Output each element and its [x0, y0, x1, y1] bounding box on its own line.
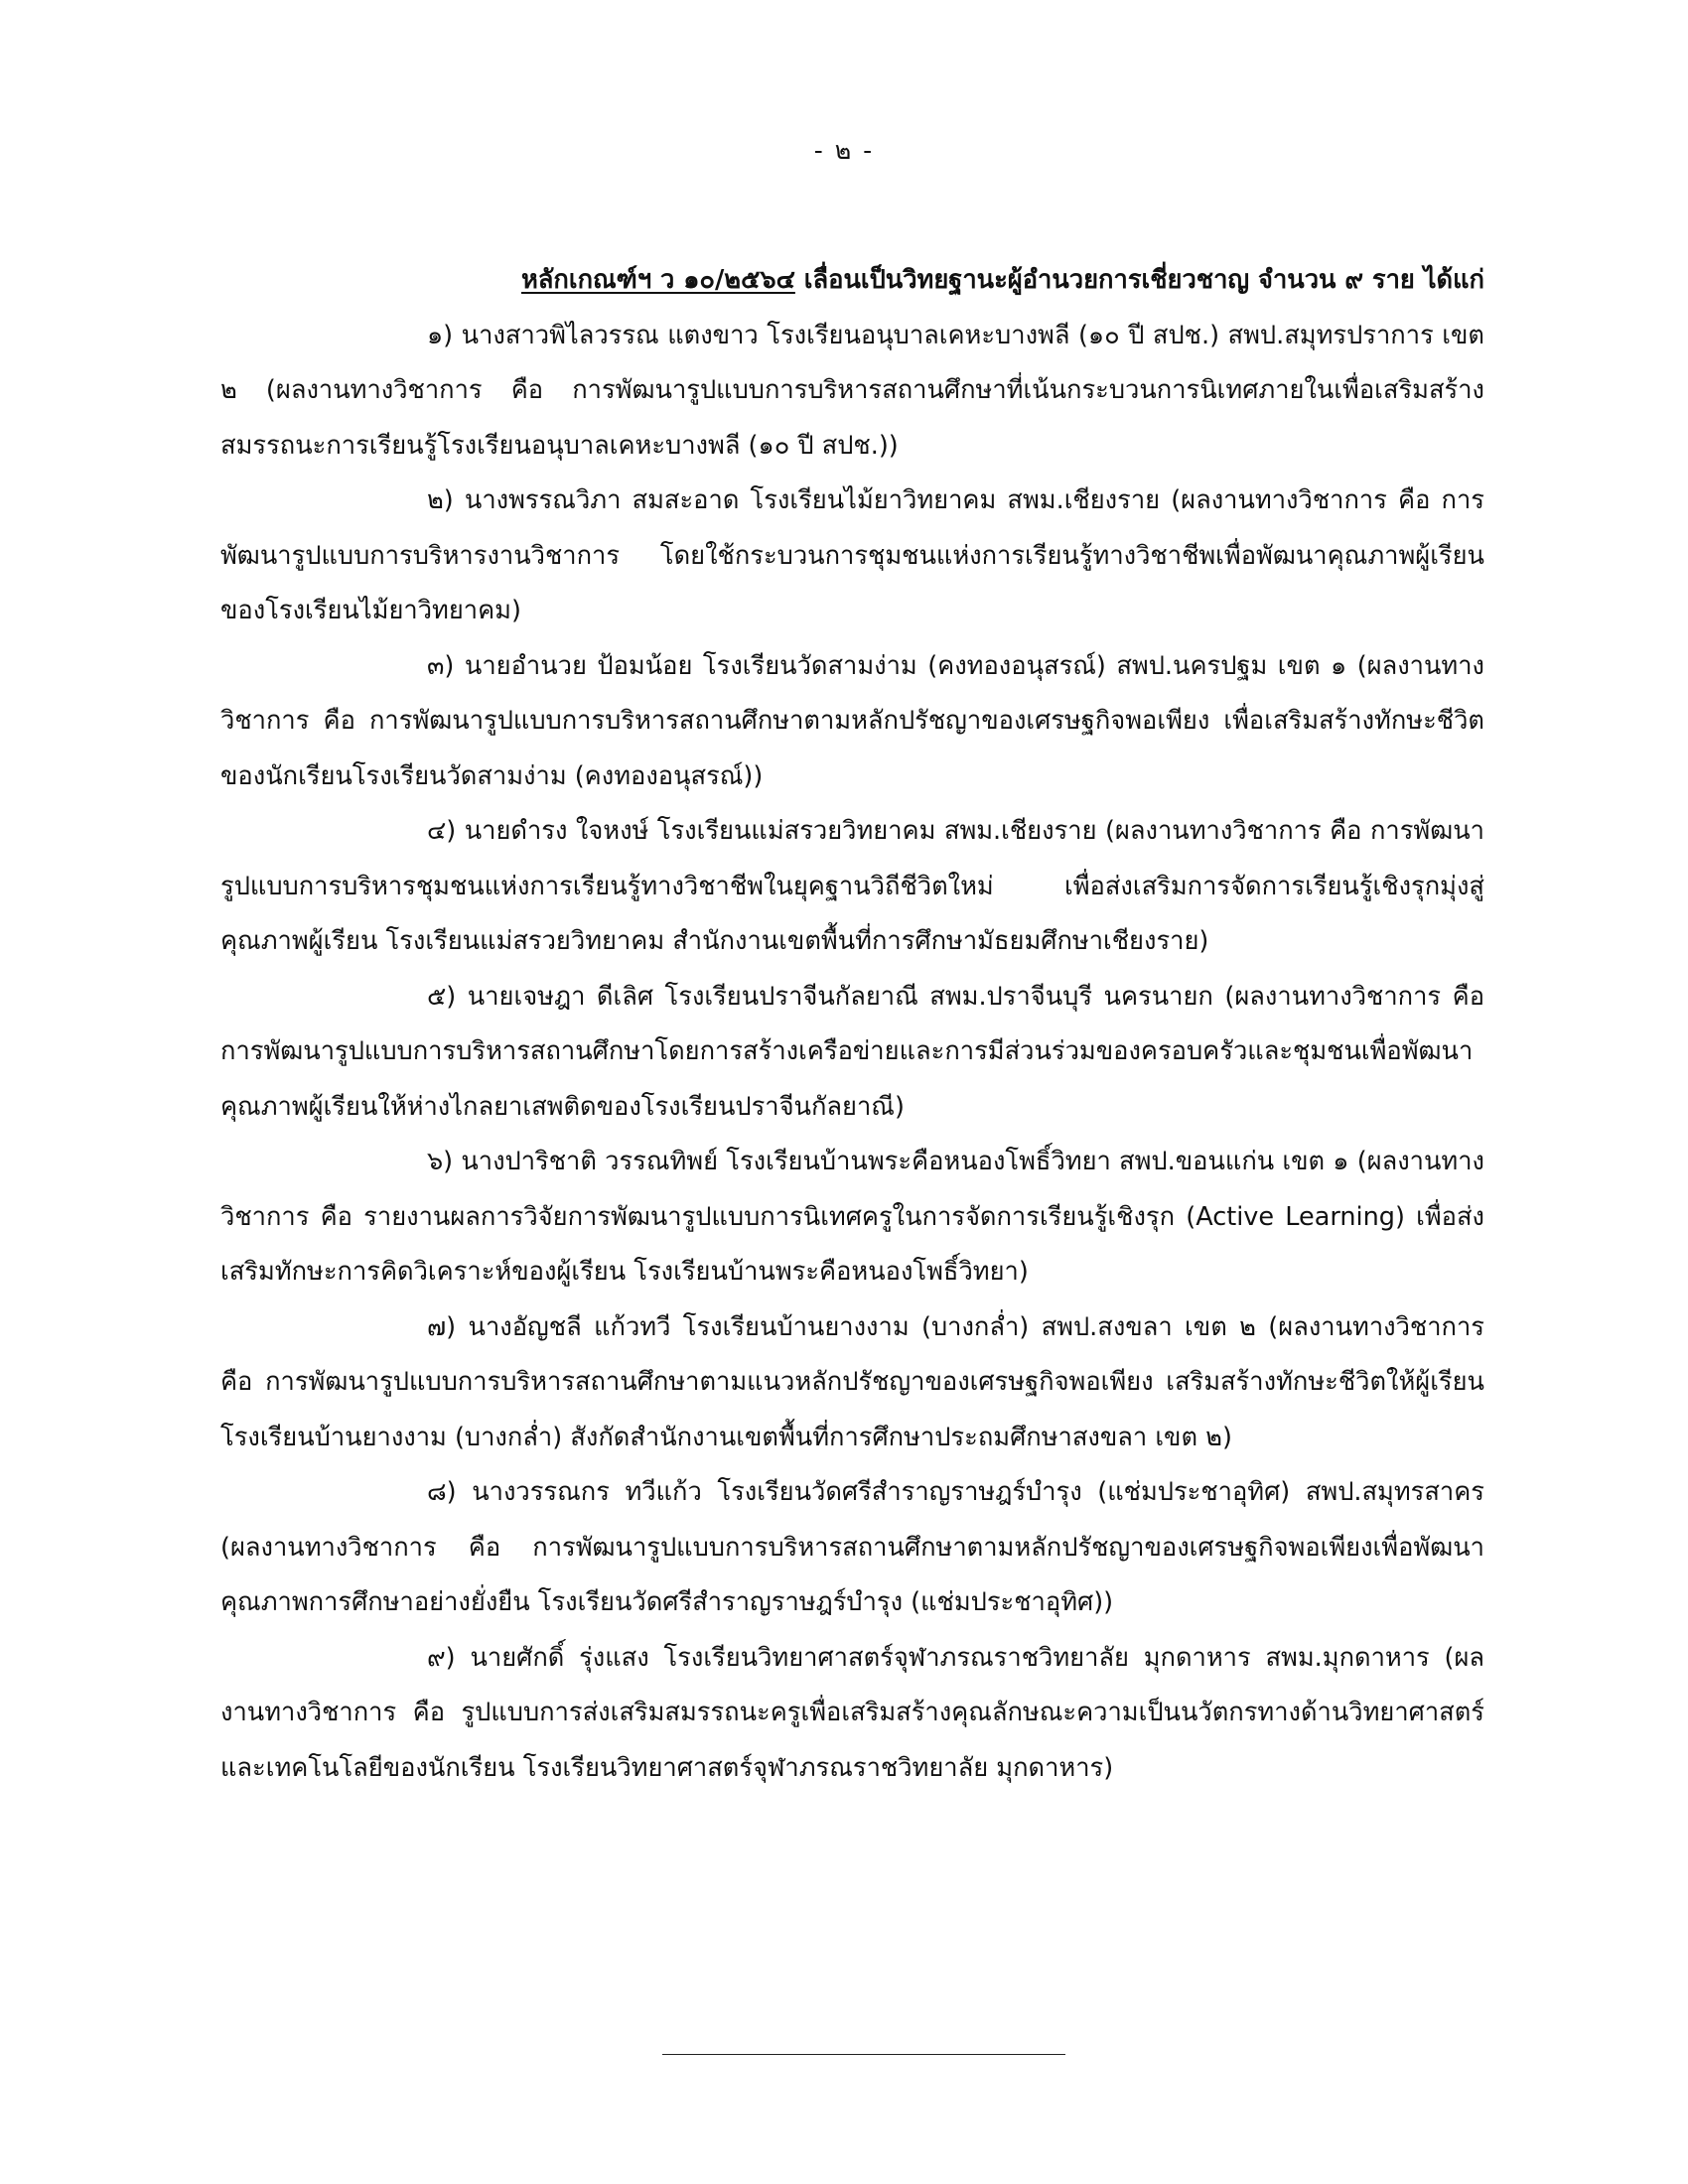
- item-text: นางอัญชลี แก้วทวี โรงเรียนบ้านยางงาม (บางกล่ำ) สพป.สงขลา เขต ๒ (ผลงานทางวิชาการ คือ การพัฒนารูปแบบการบริหารสถานศึกษาตามแนวหลักปรัชญาของเศรษฐกิจพอเพียง เสริมสร้างทักษะชีวิตให้ผู้เรียน โรงเรียนบ้านยางงาม (บางกล่ำ) สังกัดสำนักงานเขตพื้นที่การศึกษาประถมศึกษาสงขลา เขต ๒): [220, 1311, 1485, 1452]
- list-item: [220, 639, 1484, 805]
- document-body: [220, 253, 1484, 1796]
- item-number: ๒): [427, 485, 454, 515]
- page-number: - ๒ -: [813, 136, 875, 165]
- item-text: นายเจษฎา ดีเลิศ โรงเรียนปราจีนกัลยาณี สพม.ปราจีนบุรี นครนายก (ผลงานทางวิชาการ คือ การพัฒนารูปแบบการบริหารสถานศึกษาโดยการสร้างเครือข่ายและการมีส่วนร่วมของครอบครัวและชุมชนเพื่อพัฒนาคุณภาพผู้เรียนให้ห่างไกลยาเสพติดของโรงเรียนปราจีนกัลยาณี): [220, 981, 1485, 1122]
- item-number: ๖): [427, 1147, 454, 1176]
- item-text: นางปาริชาติ วรรณทิพย์ โรงเรียนบ้านพระคือหนองโพธิ์วิทยา สพป.ขอนแก่น เขต ๑ (ผลงานทางวิชาการ คือ รายงานผลการวิจัยการพัฒนารูปแบบการนิเทศครูในการจัดการเรียนรู้เชิงรุก (Active Learning) เพื่อส่งเสริมทักษะการคิดวิเคราะห์ของผู้เรียน โรงเรียนบ้านพระคือหนองโพธิ์วิทยา): [220, 1147, 1484, 1287]
- item-number: ๑): [427, 320, 454, 350]
- list-item: [220, 804, 1484, 970]
- heading-reference: หลักเกณฑ์ฯ ว ๑๐/๒๕๖๔: [520, 265, 795, 295]
- list-item: [220, 1135, 1484, 1300]
- item-number: ๘): [427, 1477, 457, 1507]
- list-item: [220, 970, 1484, 1136]
- section-heading: [220, 253, 1484, 309]
- list-item: [220, 309, 1484, 475]
- item-text: นายอำนวย ป้อมน้อย โรงเรียนวัดสามง่าม (คงทองอนุสรณ์) สพป.นครปฐม เขต ๑ (ผลงานทางวิชาการ คือ การพัฒนารูปแบบการบริหารสถานศึกษาตามหลักปรัชญาของเศรษฐกิจพอเพียง เพื่อเสริมสร้างทักษะชีวิตของนักเรียนโรงเรียนวัดสามง่าม (คงทองอนุสรณ์)): [220, 650, 1484, 791]
- item-number: ๙): [427, 1642, 456, 1673]
- list-item: [220, 474, 1484, 639]
- item-text: นางพรรณวิภา สมสะอาด โรงเรียนไม้ยาวิทยาคม สพม.เชียงราย (ผลงานทางวิชาการ คือ การพัฒนารูปแบบการบริหารงานวิชาการ โดยใช้กระบวนการชุมชนแห่งการเรียนรู้ทางวิชาชีพเพื่อพัฒนาคุณภาพผู้เรียนของโรงเรียนไม้ยาวิทยาคม): [220, 485, 1484, 625]
- item-number: ๗): [427, 1311, 457, 1342]
- item-text: นายศักดิ์ รุ่งแสง โรงเรียนวิทยาศาสตร์จุฬาภรณราชวิทยาลัย มุกดาหาร สพม.มุกดาหาร (ผลงานทางวิชาการ คือ รูปแบบการส่งเสริมสมรรถนะครูเพื่อเสริมสร้างคุณลักษณะความเป็นนวัตกรทางด้านวิทยาศาสตร์และเทคโนโลยีของนักเรียน โรงเรียนวิทยาศาสตร์จุฬาภรณราชวิทยาลัย มุกดาหาร): [220, 1642, 1485, 1783]
- list-item: [220, 1465, 1484, 1631]
- item-text: นายดำรง ใจหงษ์ โรงเรียนแม่สรวยวิทยาคม สพม.เชียงราย (ผลงานทางวิชาการ คือ การพัฒนารูปแบบการบริหารชุมชนแห่งการเรียนรู้ทางวิชาชีพในยุคฐานวิถีชีวิตใหม่ เพื่อส่งเสริมการจัดการเรียนรู้เชิงรุกมุ่งสู่คุณภาพผู้เรียน โรงเรียนแม่สรวยวิทยาคม สำนักงานเขตพื้นที่การศึกษามัธยมศึกษาเชียงราย): [220, 816, 1484, 956]
- item-text: นางวรรณกร ทวีแก้ว โรงเรียนวัดศรีสำราญราษฎร์บำรุง (แช่มประชาอุทิศ) สพป.สมุทรสาคร (ผลงานทางวิชาการ คือ การพัฒนารูปแบบการบริหารสถานศึกษาตามหลักปรัชญาของเศรษฐกิจพอเพียงเพื่อพัฒนาคุณภาพการศึกษาอย่างยั่งยืน โรงเรียนวัดศรีสำราญราษฎร์บำรุง (แช่มประชาอุทิศ)): [220, 1477, 1484, 1617]
- item-number: ๕): [427, 981, 457, 1012]
- end-of-document-rule: [662, 2054, 1065, 2055]
- item-number: ๔): [427, 816, 457, 846]
- item-number: ๓): [427, 650, 455, 681]
- list-item: [220, 1631, 1484, 1797]
- heading-text: เลื่อนเป็นวิทยฐานะผู้อำนวยการเชี่ยวชาญ จำนวน ๙ ราย ได้แก่: [803, 265, 1484, 295]
- item-text: นางสาวพิไลวรรณ แตงขาว โรงเรียนอนุบาลเคหะบางพลี (๑๐ ปี สปช.) สพป.สมุทรปราการ เขต ๒ (ผลงานทางวิชาการ คือ การพัฒนารูปแบบการบริหารสถานศึกษาที่เน้นกระบวนการนิเทศภายในเพื่อเสริมสร้างสมรรถนะการเรียนรู้โรงเรียนอนุบาลเคหะบางพลี (๑๐ ปี สปช.)): [220, 320, 1484, 461]
- list-item: [220, 1300, 1484, 1466]
